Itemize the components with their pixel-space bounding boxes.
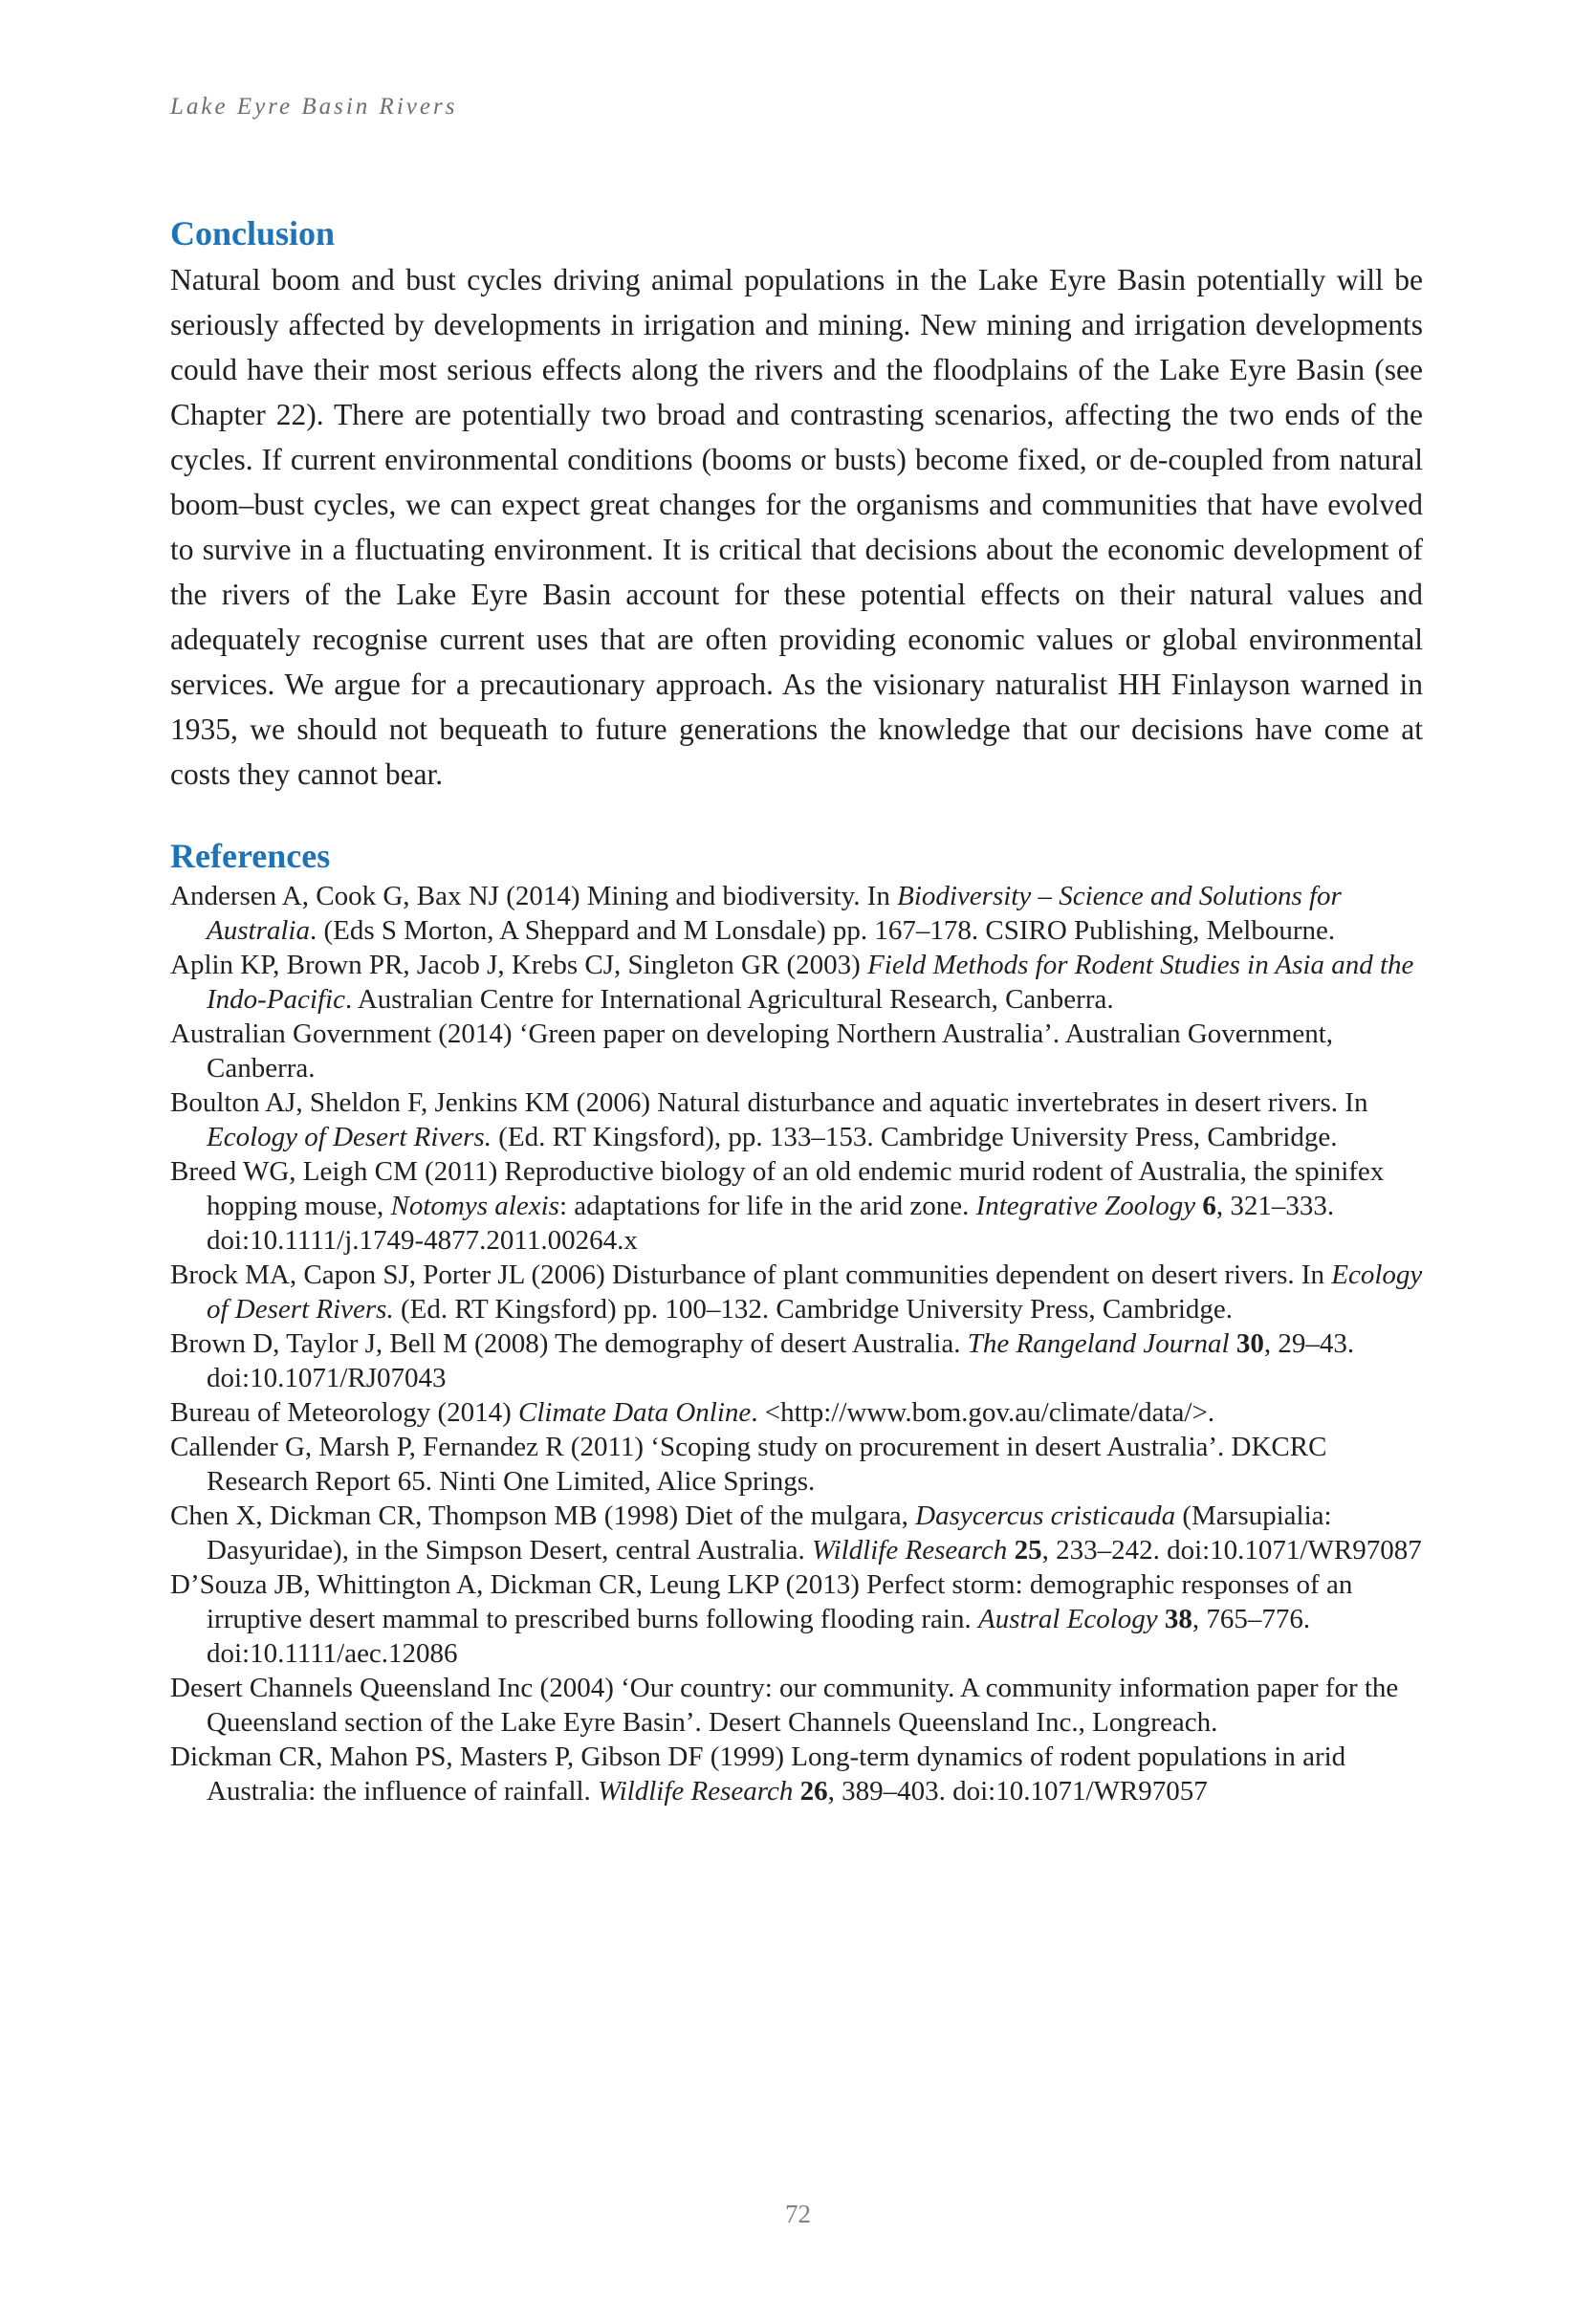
references-heading: References [170, 837, 331, 875]
reference-text-run: Dickman CR, Mahon PS, Masters P, Gibson DF (1999) Long-term dynamics of rodent populations in arid Australia: the influence of rainfall. [170, 1741, 1346, 1807]
reference-item [170, 1567, 1423, 1671]
reference-item [170, 1326, 1423, 1395]
reference-text-run: Callender G, Marsh P, Fernandez R (2011) ‘Scoping study on procurement in desert Australia’. DKCRC Research Report 65. Ninti One Limited, Alice Springs. [170, 1432, 1327, 1497]
reference-text-run: Chen X, Dickman CR, Thompson MB (1998) Diet of the mulgara, [170, 1500, 916, 1531]
reference-text-run: . (Eds S Morton, A Sheppard and M Lonsdale) pp. 167–178. CSIRO Publishing, Melbourne. [309, 915, 1336, 946]
page-content [170, 212, 1423, 1808]
reference-text-run: (Ed. RT Kingsford) pp. 100–132. Cambridge University Press, Cambridge. [393, 1294, 1234, 1325]
reference-item [170, 1430, 1423, 1499]
reference-text-run: Integrative Zoology [975, 1191, 1196, 1221]
reference-text-run: Ecology of Desert Rivers. [207, 1260, 1423, 1325]
reference-text-run: Brock MA, Capon SJ, Porter JL (2006) Disturbance of plant communities dependent on desert rivers. In [170, 1260, 1332, 1290]
reference-item [170, 1499, 1423, 1567]
reference-text-run: Brown D, Taylor J, Bell M (2008) The demography of desert Australia. [170, 1328, 968, 1359]
reference-item [170, 879, 1423, 948]
reference-text-run: 25 [1014, 1535, 1042, 1566]
reference-text-run: Desert Channels Queensland Inc (2004) ‘Our country: our community. A community information paper for the Queensland section of the Lake Eyre Basin’. Desert Channels Queensland Inc., Longreach. [170, 1673, 1399, 1738]
reference-text-run: , 765–776. doi:10.1111/aec.12086 [207, 1604, 1311, 1669]
conclusion-paragraph: Natural boom and bust cycles driving animal populations in the Lake Eyre Basin potentially will be seriously affected by developments in irrigation and mining. New mining and irrigation developments could have their most serious effects along the rivers and the floodplains of the Lake Eyre Basin (see Chapter 22). There are potentially two broad and contrasting scenarios, affecting the two ends of the cycles. If current environmental conditions (booms or busts) become fixed, or de-coupled from natural boom–bust cycles, we can expect great changes for the organisms and communities that have evolved to survive in a fluctuating environment. It is critical that decisions about the economic development of the rivers of the Lake Eyre Basin account for these potential effects on their natural values and adequately recognise current uses that are often providing economic values or global environmental services. We argue for a precautionary approach. As the visionary naturalist HH Finlayson warned in 1935, we should not bequeath to future generations the knowledge that our decisions have come at costs they cannot bear. [170, 263, 1423, 791]
reference-text-run: : adaptations for life in the arid zone. [558, 1191, 976, 1221]
page-number: 72 [785, 2200, 811, 2228]
reference-text-run: , 29–43. doi:10.1071/RJ07043 [207, 1328, 1355, 1393]
running-header: Lake Eyre Basin Rivers [170, 94, 458, 120]
reference-item [170, 1085, 1423, 1154]
conclusion-heading: Conclusion [170, 214, 336, 252]
reference-text-run: Andersen A, Cook G, Bax NJ (2014) Mining and biodiversity. In [170, 881, 898, 911]
reference-text-run: Austral Ecology [977, 1604, 1158, 1634]
reference-text-run [793, 1776, 799, 1807]
reference-text-run: 26 [799, 1776, 828, 1807]
reference-text-run: 6 [1202, 1191, 1216, 1221]
reference-item [170, 948, 1423, 1017]
reference-text-run: Field Methods for Rodent Studies in Asia and the Indo-Pacific [207, 950, 1414, 1015]
reference-text-run: Boulton AJ, Sheldon F, Jenkins KM (2006) Natural disturbance and aquatic invertebrates in desert rivers. In [170, 1087, 1368, 1118]
reference-item [170, 1740, 1423, 1808]
reference-text-run: (Marsupialia: Dasyuridae), in the Simpson Desert, central Australia. [207, 1500, 1332, 1566]
reference-text-run: 38 [1164, 1604, 1192, 1634]
reference-text-run: Aplin KP, Brown PR, Jacob J, Krebs CJ, Singleton GR (2003) [170, 950, 868, 980]
reference-text-run: Bureau of Meteorology (2014) [170, 1397, 519, 1428]
reference-text-run: Ecology of Desert Rivers. [207, 1122, 492, 1152]
reference-text-run: Wildlife Research [812, 1535, 1008, 1566]
reference-text-run: , 321–333. doi:10.1111/j.1749-4877.2011.00264.x [207, 1191, 1335, 1256]
reference-text-run: 30 [1235, 1328, 1264, 1359]
reference-text-run: , 233–242. doi:10.1071/WR97087 [1041, 1535, 1422, 1566]
reference-text-run: Australian Government (2014) ‘Green paper on developing Northern Australia’. Australian Government, Canberra. [170, 1019, 1334, 1084]
reference-text-run: Notomys alexis [390, 1191, 559, 1221]
reference-text-run: (Ed. RT Kingsford), pp. 133–153. Cambridge University Press, Cambridge. [491, 1122, 1338, 1152]
reference-text-run [1007, 1535, 1014, 1566]
reference-text-run: . Australian Centre for International Agricultural Research, Canberra. [344, 984, 1114, 1015]
reference-text-run: The Rangeland Journal [967, 1328, 1230, 1359]
reference-text-run: Biodiversity – Science and Solutions for Australia [207, 881, 1342, 946]
reference-text-run: Wildlife Research [598, 1776, 794, 1807]
reference-item [170, 1154, 1423, 1258]
reference-item [170, 1671, 1423, 1740]
reference-list [170, 879, 1423, 1808]
reference-text-run: Dasycercus cristicauda [915, 1500, 1176, 1531]
reference-text-run: D’Souza JB, Whittington A, Dickman CR, Leung LKP (2013) Perfect storm: demographic responses of an irruptive desert mammal to prescribed burns following flooding rain. [170, 1569, 1353, 1634]
reference-text-run: . <http://www.bom.gov.au/climate/data/>. [751, 1397, 1215, 1428]
reference-item [170, 1395, 1423, 1430]
references-section [170, 835, 1423, 1808]
reference-item [170, 1017, 1423, 1085]
reference-text-run: Climate Data Online [518, 1397, 752, 1428]
reference-text-run: Breed WG, Leigh CM (2011) Reproductive biology of an old endemic murid rodent of Australia, the spinifex hopping mouse, [170, 1156, 1385, 1221]
reference-text-run [1158, 1604, 1165, 1634]
reference-item [170, 1258, 1423, 1326]
conclusion-section [170, 212, 1423, 797]
reference-text-run: , 389–403. doi:10.1071/WR97057 [827, 1776, 1208, 1807]
reference-text-run [1230, 1328, 1236, 1359]
